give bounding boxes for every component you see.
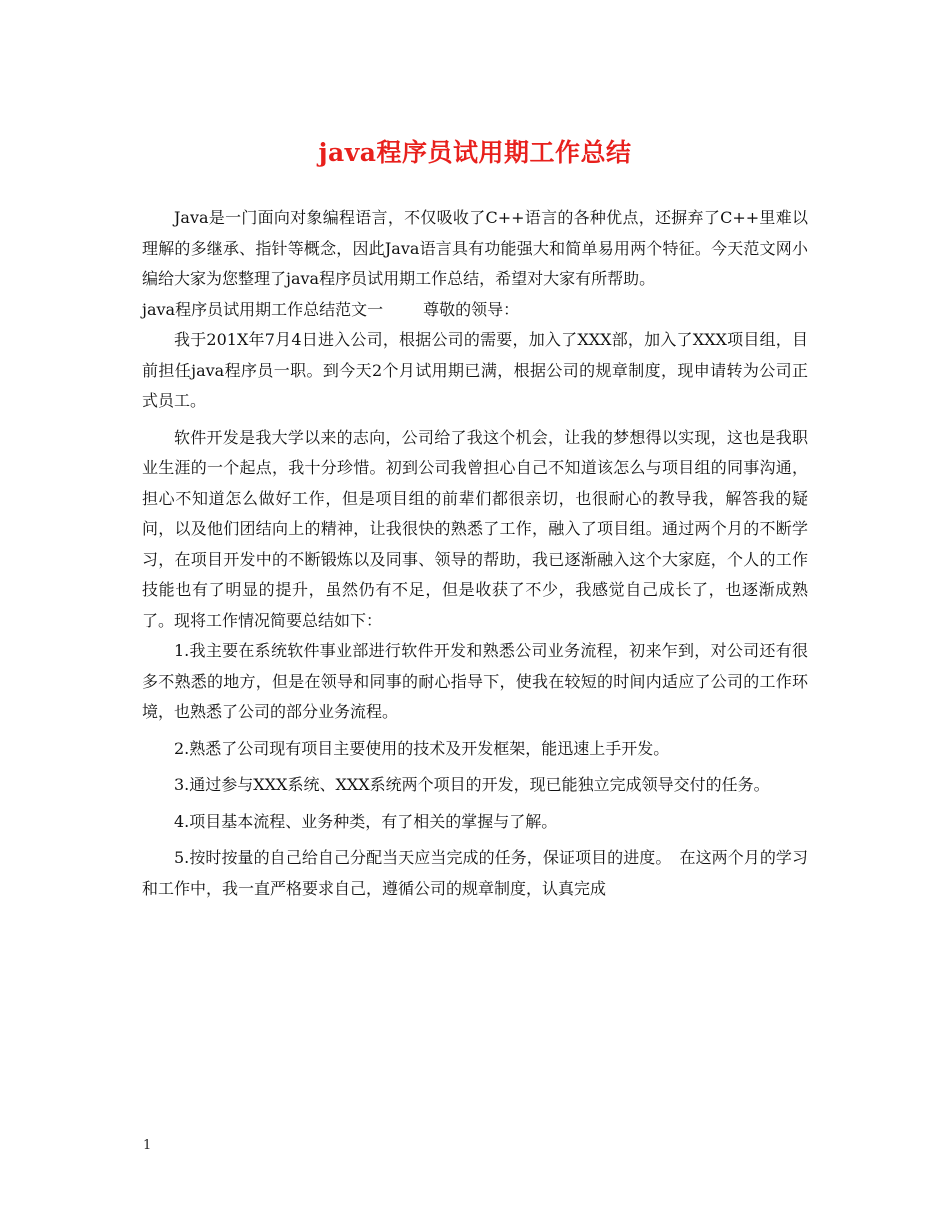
page-number: 1: [143, 1138, 152, 1153]
list-item-5: 5.按时按量的自己给自己分配当天应当完成的任务，保证项目的进度。 在这两个月的学习和工作中，我一直严格要求自己，遵循公司的规章制度，认真完成: [142, 848, 808, 898]
section-heading: java程序员试用期工作总结范文一: [142, 299, 384, 319]
section-heading-line: [142, 295, 808, 326]
body-paragraph-1: 我于201X年7月4日进入公司，根据公司的需要，加入了XXX部，加入了XXX项目组，目前担任java程序员一职。到今天2个月试用期已满，根据公司的规章制度，现申请转为公司正式员工。: [142, 330, 808, 410]
list-item-2: 2.熟悉了公司现有项目主要使用的技术及开发框架，能迅速上手开发。: [174, 738, 670, 758]
document-title: java程序员试用期工作总结: [318, 138, 632, 167]
list-item-4: 4.项目基本流程、业务种类，有了相关的掌握与了解。: [174, 811, 558, 831]
intro-paragraph: Java是一门面向对象编程语言，不仅吸收了C++语言的各种优点，还摒弃了C++里难以理解的多继承、指针等概念，因此Java语言具有功能强大和简单易用两个特征。今天范文网小编给大家为您整理了java程序员试用期工作总结，希望对大家有所帮助。: [142, 208, 808, 288]
document-body: [142, 203, 808, 910]
list-item-1: 1.我主要在系统软件事业部进行软件开发和熟悉公司业务流程，初来乍到，对公司还有很多不熟悉的地方，但是在领导和同事的耐心指导下，使我在较短的时间内适应了公司的工作环境，也熟悉了公司的部分业务流程。: [142, 641, 808, 721]
body-paragraph-2: 软件开发是我大学以来的志向，公司给了我这个机会，让我的梦想得以实现，这也是我职业生涯的一个起点，我十分珍惜。初到公司我曾担心自己不知道该怎么与项目组的同事沟通，担心不知道怎么做好工作，但是项目组的前辈们都很亲切，也很耐心的教导我，解答我的疑问，以及他们团结向上的精神，让我很快的熟悉了工作，融入了项目组。通过两个月的不断学习，在项目开发中的不断锻炼以及同事、领导的帮助，我已逐渐融入这个大家庭，个人的工作技能也有了明显的提升，虽然仍有不足，但是收获了不少，我感觉自己成长了，也逐渐成熟了。现将工作情况简要总结如下：: [142, 427, 808, 630]
list-item-3: 3.通过参与XXX系统、XXX系统两个项目的开发，现已能独立完成领导交付的任务。: [174, 775, 770, 794]
greeting: 尊敬的领导：: [423, 299, 520, 319]
